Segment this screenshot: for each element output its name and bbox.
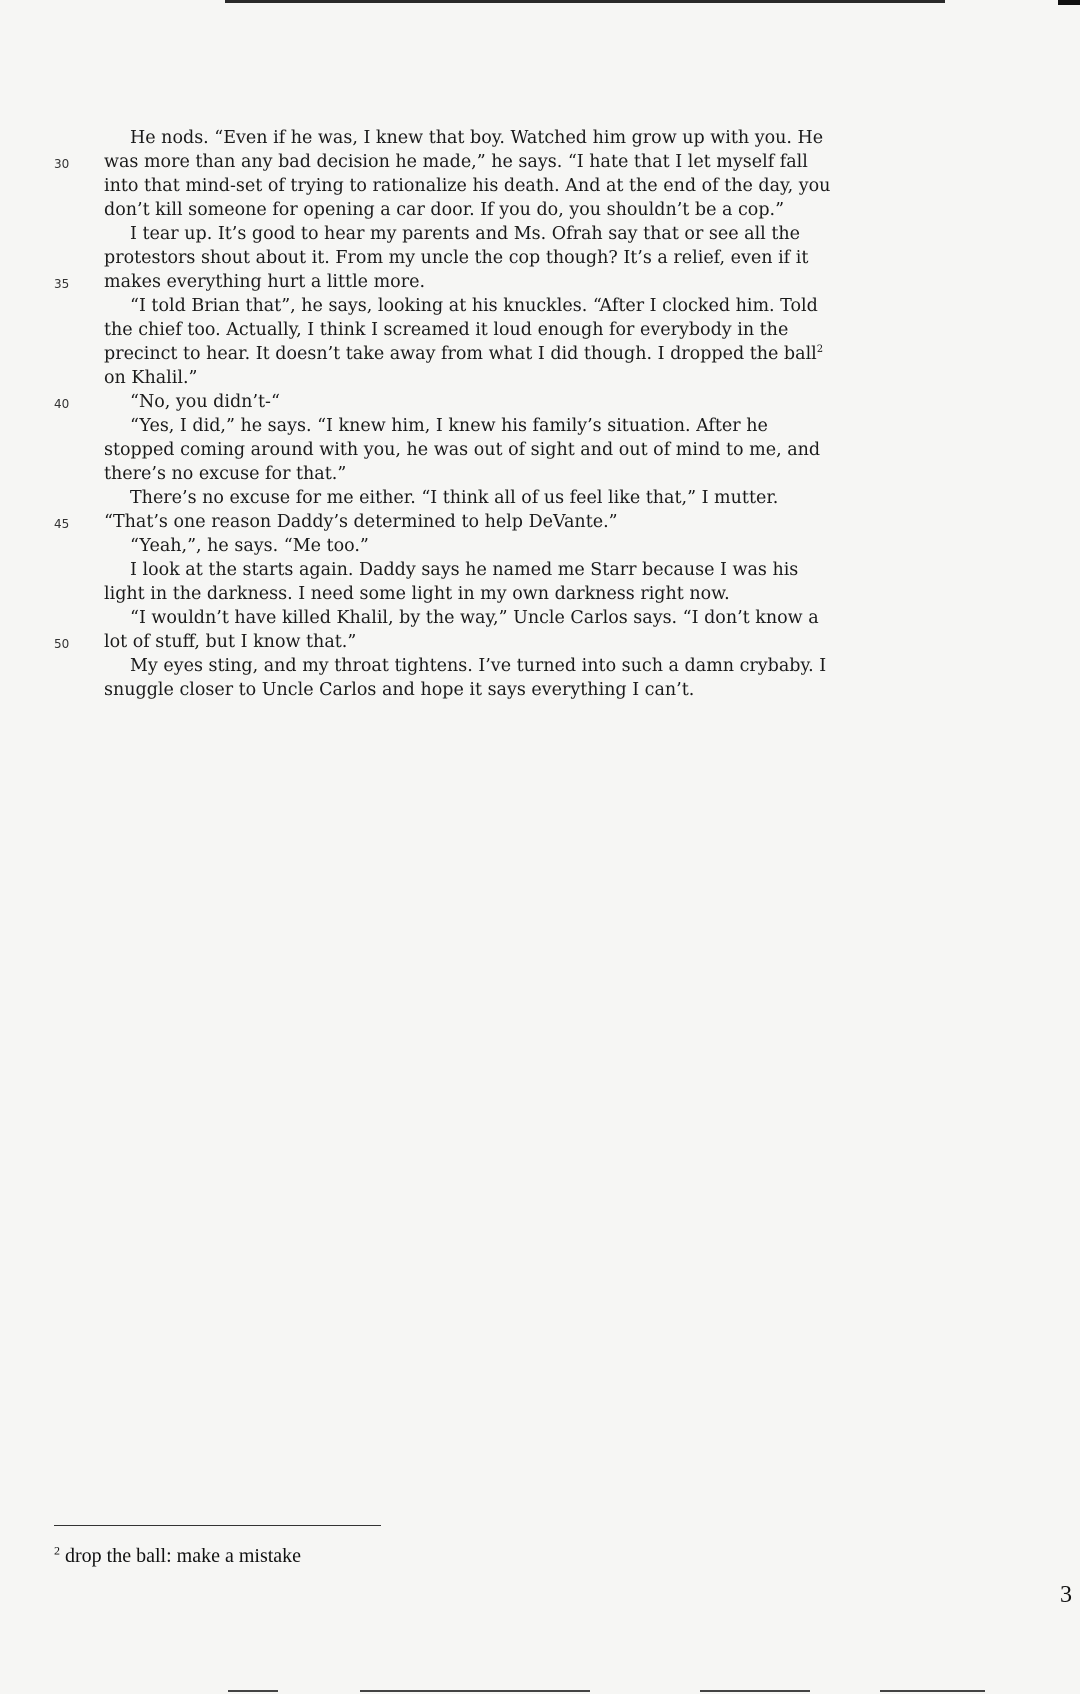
text-line (50, 342, 910, 366)
line-text (104, 630, 356, 654)
line-text-content: don’t kill someone for opening a car door. If you do, you shouldn’t be a cop.” (104, 200, 785, 220)
line-text (104, 198, 784, 222)
footnote-divider (54, 1525, 381, 1526)
line-text (104, 462, 346, 486)
footnote (54, 1545, 301, 1568)
top-edge-rule (225, 0, 945, 3)
text-line (50, 606, 910, 630)
line-text-content: I tear up. It’s good to hear my parents and Ms. Ofrah say that or see all the (130, 224, 800, 244)
text-line (50, 462, 910, 486)
text-line (50, 438, 910, 462)
text-line (50, 414, 910, 438)
line-text (130, 606, 819, 630)
line-text-content: “I told Brian that”, he says, looking at his knuckles. “After I clocked him. Told (130, 296, 818, 316)
line-text (104, 150, 808, 174)
line-text (130, 222, 800, 246)
line-text (130, 486, 778, 510)
text-line (50, 150, 910, 174)
line-number: 30 (54, 157, 70, 171)
text-line (50, 126, 910, 150)
text-line (50, 654, 910, 678)
bottom-edge-rule (880, 1690, 985, 1692)
line-text-content: snuggle closer to Uncle Carlos and hope it says everything I can’t. (104, 680, 695, 700)
line-text-content: makes everything hurt a little more. (104, 272, 426, 292)
text-line (50, 678, 910, 702)
line-text-content: “That’s one reason Daddy’s determined to help DeVante.” (104, 512, 618, 532)
bottom-edge-rule (700, 1690, 810, 1692)
text-line (50, 582, 910, 606)
bottom-edge-rule (360, 1690, 590, 1692)
line-text-content: “No, you didn’t-“ (130, 392, 280, 412)
line-number: 45 (54, 517, 70, 531)
text-line (50, 630, 910, 654)
line-text-content: was more than any bad decision he made,” he says. “I hate that I let myself fall (104, 152, 808, 172)
line-text (130, 390, 280, 414)
line-text-content: “Yeah,”, he says. “Me too.” (130, 536, 369, 556)
line-text (130, 414, 768, 438)
text-line (50, 558, 910, 582)
line-text-content: I look at the starts again. Daddy says he named me Starr because I was his (130, 560, 799, 580)
line-text-content: light in the darkness. I need some light in my own darkness right now. (104, 584, 730, 604)
line-text (104, 246, 808, 270)
line-number: 50 (54, 637, 70, 651)
line-text (104, 342, 823, 366)
line-text (104, 366, 197, 390)
text-line (50, 174, 910, 198)
line-text (130, 126, 823, 150)
line-text-content: “I wouldn’t have killed Khalil, by the way,” Uncle Carlos says. “I don’t know a (130, 608, 819, 628)
line-text (104, 270, 425, 294)
text-line (50, 486, 910, 510)
line-text-content: protestors shout about it. From my uncle the cop though? It’s a relief, even if it (104, 248, 809, 268)
text-line (50, 198, 910, 222)
footnote-text: drop the ball: make a mistake (65, 1545, 302, 1567)
line-text (104, 678, 694, 702)
line-text-content: stopped coming around with you, he was out of sight and out of mind to me, and (104, 440, 821, 460)
corner-mark (1058, 0, 1080, 5)
line-text (104, 318, 788, 342)
line-text-content: He nods. “Even if he was, I knew that boy. Watched him grow up with you. He (130, 128, 824, 148)
line-text-content: There’s no excuse for me either. “I think all of us feel like that,” I mutter. (130, 488, 779, 508)
text-line (50, 366, 910, 390)
line-number: 35 (54, 277, 70, 291)
bottom-edge-rule (228, 1690, 278, 1692)
text-line (50, 246, 910, 270)
line-text-content: My eyes sting, and my throat tightens. I’ve turned into such a damn crybaby. I (130, 656, 827, 676)
body-text (50, 126, 910, 702)
text-line (50, 222, 910, 246)
line-text-content: precinct to hear. It doesn’t take away from what I did though. I dropped the ball (104, 344, 817, 364)
footnote-marker: 2 (54, 1543, 60, 1558)
line-text (104, 582, 730, 606)
line-text (130, 534, 369, 558)
line-text (130, 294, 818, 318)
text-line (50, 270, 910, 294)
text-line (50, 534, 910, 558)
line-text-content: on Khalil.” (104, 368, 198, 388)
line-text (130, 558, 798, 582)
line-text (104, 510, 618, 534)
page-number: 3 (1060, 1582, 1072, 1608)
text-line (50, 294, 910, 318)
line-text (104, 174, 830, 198)
footnote-reference: 2 (816, 344, 824, 356)
text-line (50, 510, 910, 534)
line-text-content: lot of stuff, but I know that.” (104, 632, 357, 652)
text-line (50, 390, 910, 414)
line-text (130, 654, 826, 678)
line-text-content: the chief too. Actually, I think I screamed it loud enough for everybody in the (104, 320, 789, 340)
line-text-content: into that mind-set of trying to rationalize his death. And at the end of the day, you (104, 176, 831, 196)
line-text-content: there’s no excuse for that.” (104, 464, 347, 484)
line-text (104, 438, 820, 462)
text-line (50, 318, 910, 342)
line-number: 40 (54, 397, 70, 411)
line-text-content: “Yes, I did,” he says. “I knew him, I knew his family’s situation. After he (130, 416, 768, 436)
